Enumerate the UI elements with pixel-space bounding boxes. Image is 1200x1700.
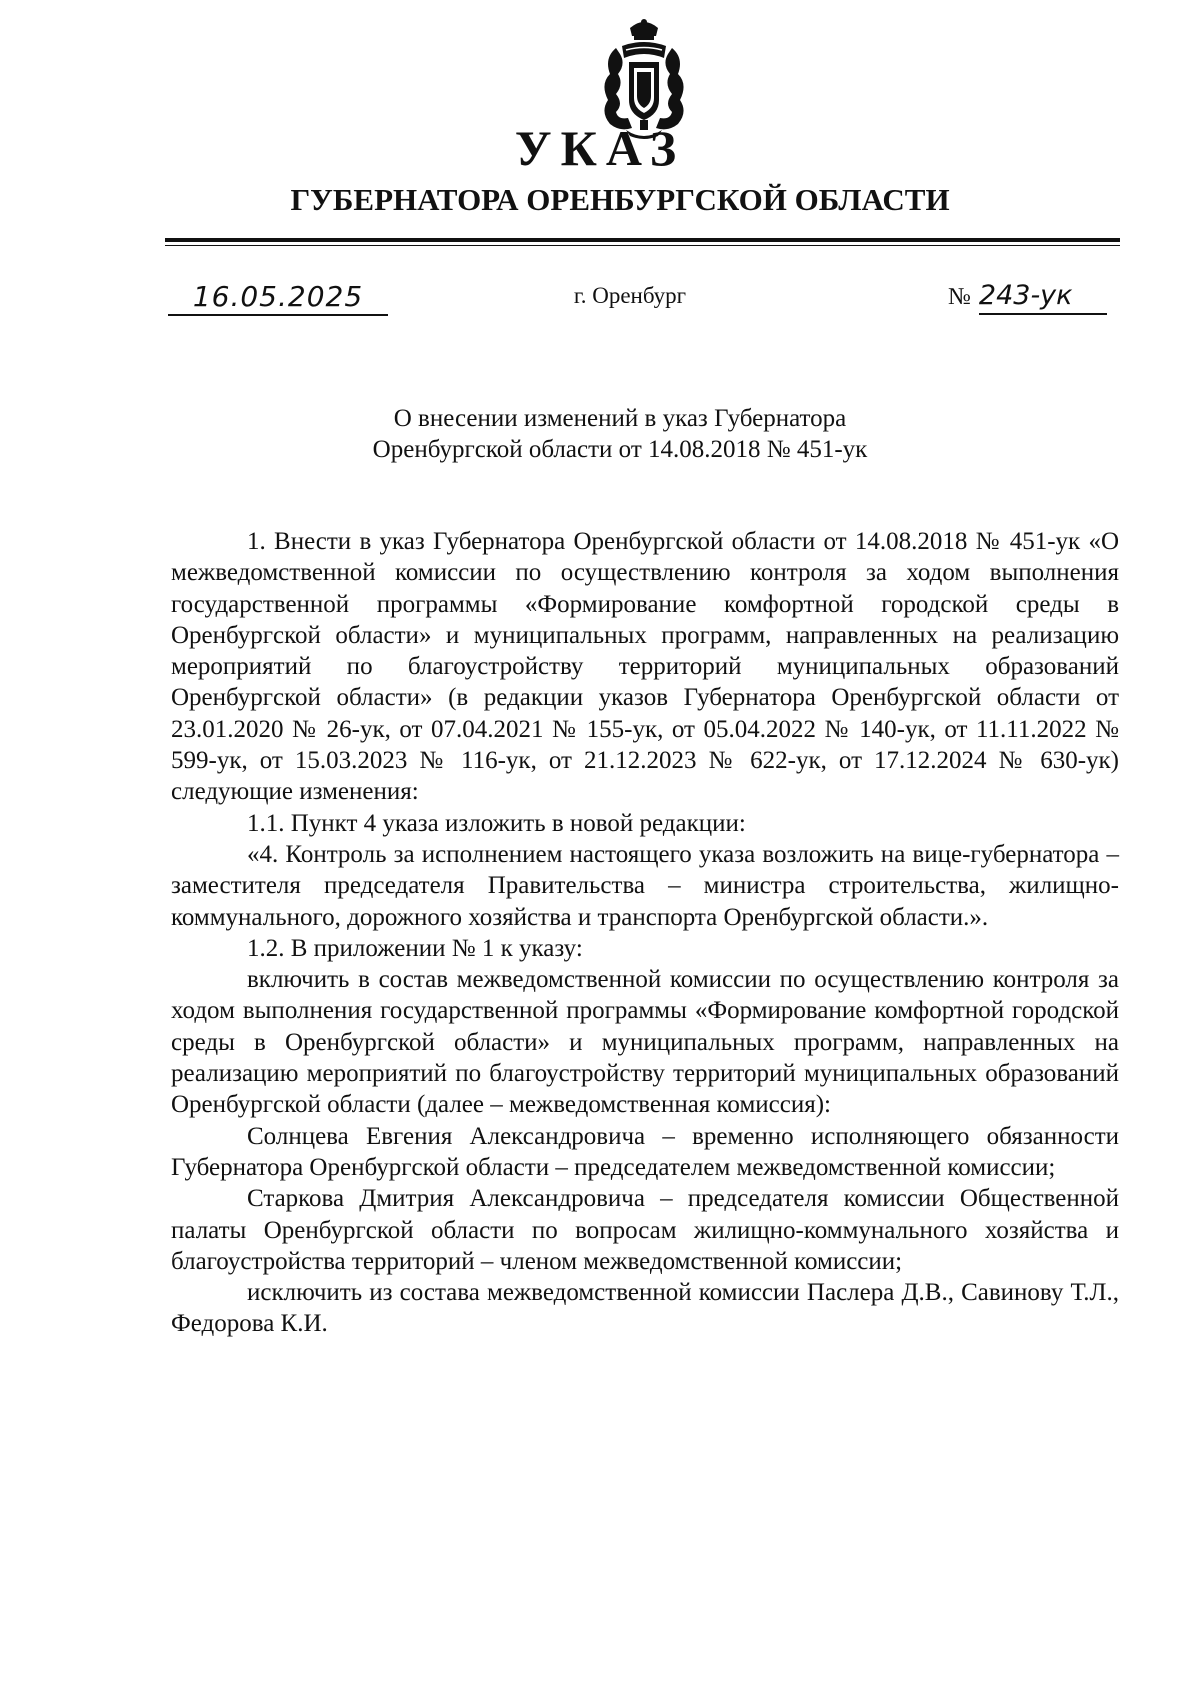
decree-heading <box>0 403 1200 465</box>
header-rule-thin <box>165 245 1120 246</box>
decree-title: УКАЗ <box>514 120 686 176</box>
decree-city: г. Оренбург <box>573 283 687 308</box>
header-rule-thick <box>165 238 1120 242</box>
body-paragraph: включить в состав межведомственной комиссии по осуществлению контроля за ходом выполнения государственной программы «Формирование комфортной городской среды в Оренбургской области» и муниципальных программ, направленных на реализацию мероприятий по благоустройству территорий муниципальных образований Оренбургской области (далее – межведомственная комиссия): <box>171 966 1119 1119</box>
body-paragraph: «4. Контроль за исполнением настоящего указа возложить на вице-губернатора – заместителя председателя Правительства – министра строительства, жилищно-коммунального, дорожного хозяйства и транспорта Оренбургской области.». <box>171 840 1119 931</box>
decree-number <box>948 279 1107 315</box>
body-paragraph: 1. Внести в указ Губернатора Оренбургской области от 14.08.2018 № 451-ук «О межведомственной комиссии по осуществлению контроля за ходом выполнения государственной программы «Формирование комфортной городской среды в Оренбургской области» и муниципальных программ, направленных на реализацию мероприятий по благоустройству территорий муниципальных образований Оренбургской области» (в редакции указов Губернатора Оренбургской области от 23.01.2020 № 26-ук, от 07.04.2021 № 155-ук, от 05.04.2022 № 140-ук, от 11.11.2022 № 599-ук, от 15.03.2023 № 116-ук, от 21.12.2023 № 622-ук, от 17.12.2024 № 630-ук) следующие изменения: <box>171 528 1119 806</box>
body-paragraph: Старкова Дмитрия Александровича – председателя комиссии Общественной палаты Оренбургской области по вопросам жилищно-коммунального хозяйства и благоустройства территорий – членом межведомственной комиссии; <box>171 1185 1119 1275</box>
decree-heading-line-2: Оренбургской области от 14.08.2018 № 451-ук <box>372 436 868 463</box>
issuer-title: ГУБЕРНАТОРА ОРЕНБУРГСКОЙ ОБЛАСТИ <box>290 182 950 217</box>
decree-body <box>171 526 1119 1340</box>
body-paragraph: 1.2. В приложении № 1 к указу: <box>247 934 583 962</box>
number-sign: № <box>948 284 971 310</box>
body-paragraph: 1.1. Пункт 4 указа изложить в новой редакции: <box>247 809 746 837</box>
decree-heading-line-1: О внесении изменений в указ Губернатора <box>393 405 847 432</box>
body-paragraph: Солнцева Евгения Александровича – временно исполняющего обязанности Губернатора Оренбургской области – председателем межведомственной комиссии; <box>171 1122 1119 1181</box>
decree-date: 16.05.2025 <box>168 280 388 316</box>
decree-number-value: 243-ук <box>979 279 1107 315</box>
body-paragraph: исключить из состава межведомственной комиссии Паслера Д.В., Савинову Т.Л., Федорова К.И. <box>171 1279 1119 1338</box>
